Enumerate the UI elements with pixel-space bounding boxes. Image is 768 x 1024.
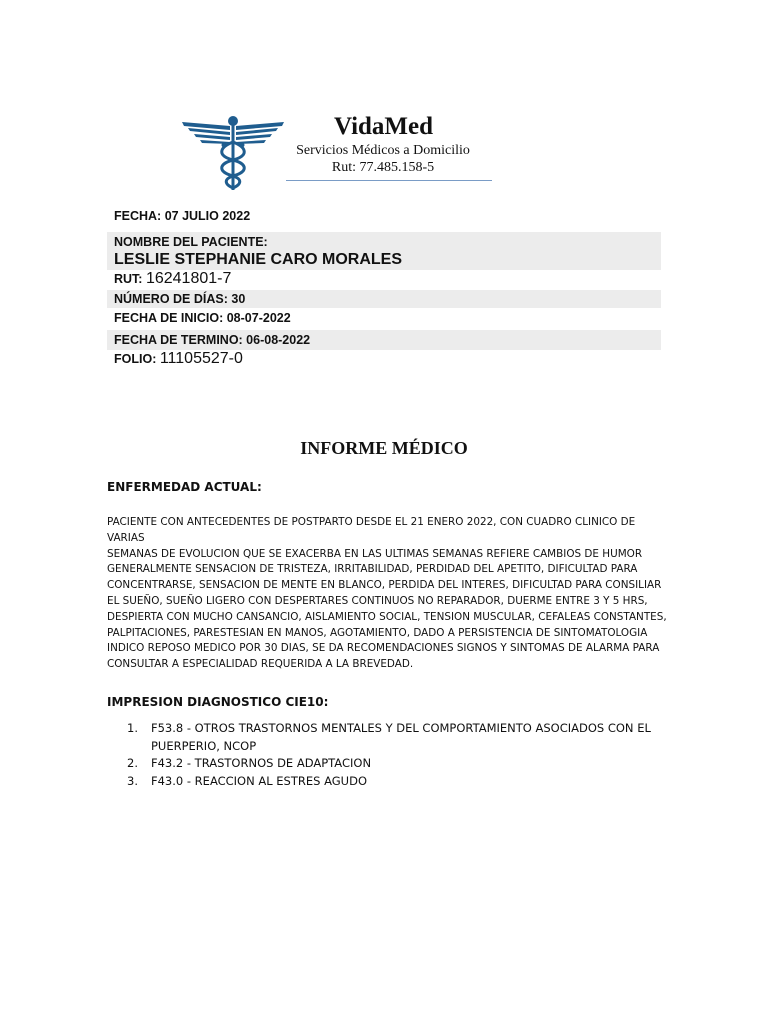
- header-divider: [286, 180, 492, 181]
- list-number: 1.: [127, 721, 138, 735]
- inicio-field: FECHA DE INICIO: 08-07-2022: [114, 311, 291, 325]
- enfermedad-line: EL SUEÑO, SUEÑO LIGERO CON DESPERTARES CONTINUOS NO REPARADOR, DUERME ENTRE 3 Y 5 HRS,: [107, 594, 648, 607]
- report-title: INFORME MÉDICO: [300, 438, 468, 458]
- nombre-block: [107, 232, 661, 270]
- diagnostico-heading: IMPRESION DIAGNOSTICO CIE10:: [107, 695, 329, 709]
- rut-label: RUT:: [114, 272, 143, 286]
- rut-field: [107, 271, 661, 289]
- enfermedad-heading: ENFERMEDAD ACTUAL:: [107, 480, 262, 494]
- enfermedad-line: DESPIERTA CON MUCHO CANSANCIO, AISLAMIENTO SOCIAL, TENSION MUSCULAR, CEFALEAS CONSTANTES,: [107, 610, 667, 623]
- diagnostico-list: [107, 720, 667, 790]
- enfermedad-line: CONCENTRARSE, SENSACION DE MENTE EN BLANCO, PERDIDA DEL INTERES, DIFICULTAD PARA CONSILIAR: [107, 579, 662, 592]
- folio-label: FOLIO:: [114, 352, 157, 366]
- brand-title: VidaMed: [333, 113, 434, 140]
- caduceus-logo: [180, 112, 286, 192]
- list-line: F53.8 - OTROS TRASTORNOS MENTALES Y DEL COMPORTAMIENTO ASOCIADOS CON EL: [151, 721, 651, 735]
- termino-field: FECHA DE TERMINO: 06-08-2022: [107, 330, 661, 350]
- enfermedad-line: GENERALMENTE SENSACION DE TRISTEZA, IRRITABILIDAD, PERDIDAD DEL APETITO, DIFICULTAD PARA: [107, 563, 638, 576]
- enfermedad-line: INDICO REPOSO MEDICO POR 30 DIAS, SE DA RECOMENDACIONES SIGNOS Y SINTOMAS DE ALARMA PARA: [107, 642, 660, 655]
- folio-value: 11105527-0: [159, 350, 243, 367]
- list-item: [107, 720, 667, 755]
- enfermedad-line: SEMANAS DE EVOLUCION QUE SE EXACERBA EN LAS ULTIMAS SEMANAS REFIERE CAMBIOS DE HUMOR: [107, 547, 643, 560]
- enfermedad-line: PACIENTE CON ANTECEDENTES DE POSTPARTO DESDE EL 21 ENERO 2022, CON CUADRO CLINICO DE VARIAS: [107, 516, 636, 544]
- nombre-value: LESLIE STEPHANIE CARO MORALES: [114, 251, 403, 268]
- brand-rut: Rut: 77.485.158-5: [331, 160, 435, 175]
- enfermedad-text: [107, 515, 667, 673]
- nombre-label: NOMBRE DEL PACIENTE:: [114, 235, 268, 249]
- dias-field: NÚMERO DE DÍAS: 30: [107, 290, 661, 308]
- list-number: 2.: [127, 756, 138, 770]
- folio-field: [107, 351, 661, 369]
- list-line: F43.0 - REACCION AL ESTRES AGUDO: [151, 773, 367, 788]
- enfermedad-line: CONSULTAR A ESPECIALIDAD REQUERIDA A LA BREVEDAD.: [107, 658, 414, 671]
- enfermedad-line: PALPITACIONES, PARESTESIAN EN MANOS, AGOTAMIENTO, DADO A PERSISTENCIA DE SINTOMATOLOGIA: [107, 626, 648, 639]
- list-item: [107, 755, 667, 773]
- list-line: F43.2 - TRASTORNOS DE ADAPTACION: [151, 756, 372, 770]
- fecha-field: FECHA: 07 JULIO 2022: [114, 209, 251, 223]
- rut-value: 16241801-7: [145, 270, 232, 287]
- caduceus-icon: [180, 112, 286, 192]
- list-line: PUERPERIO, NCOP: [151, 738, 257, 753]
- list-item: [107, 773, 667, 791]
- list-number: 3.: [127, 773, 138, 788]
- brand-subtitle: Servicios Médicos a Domicilio: [296, 143, 470, 158]
